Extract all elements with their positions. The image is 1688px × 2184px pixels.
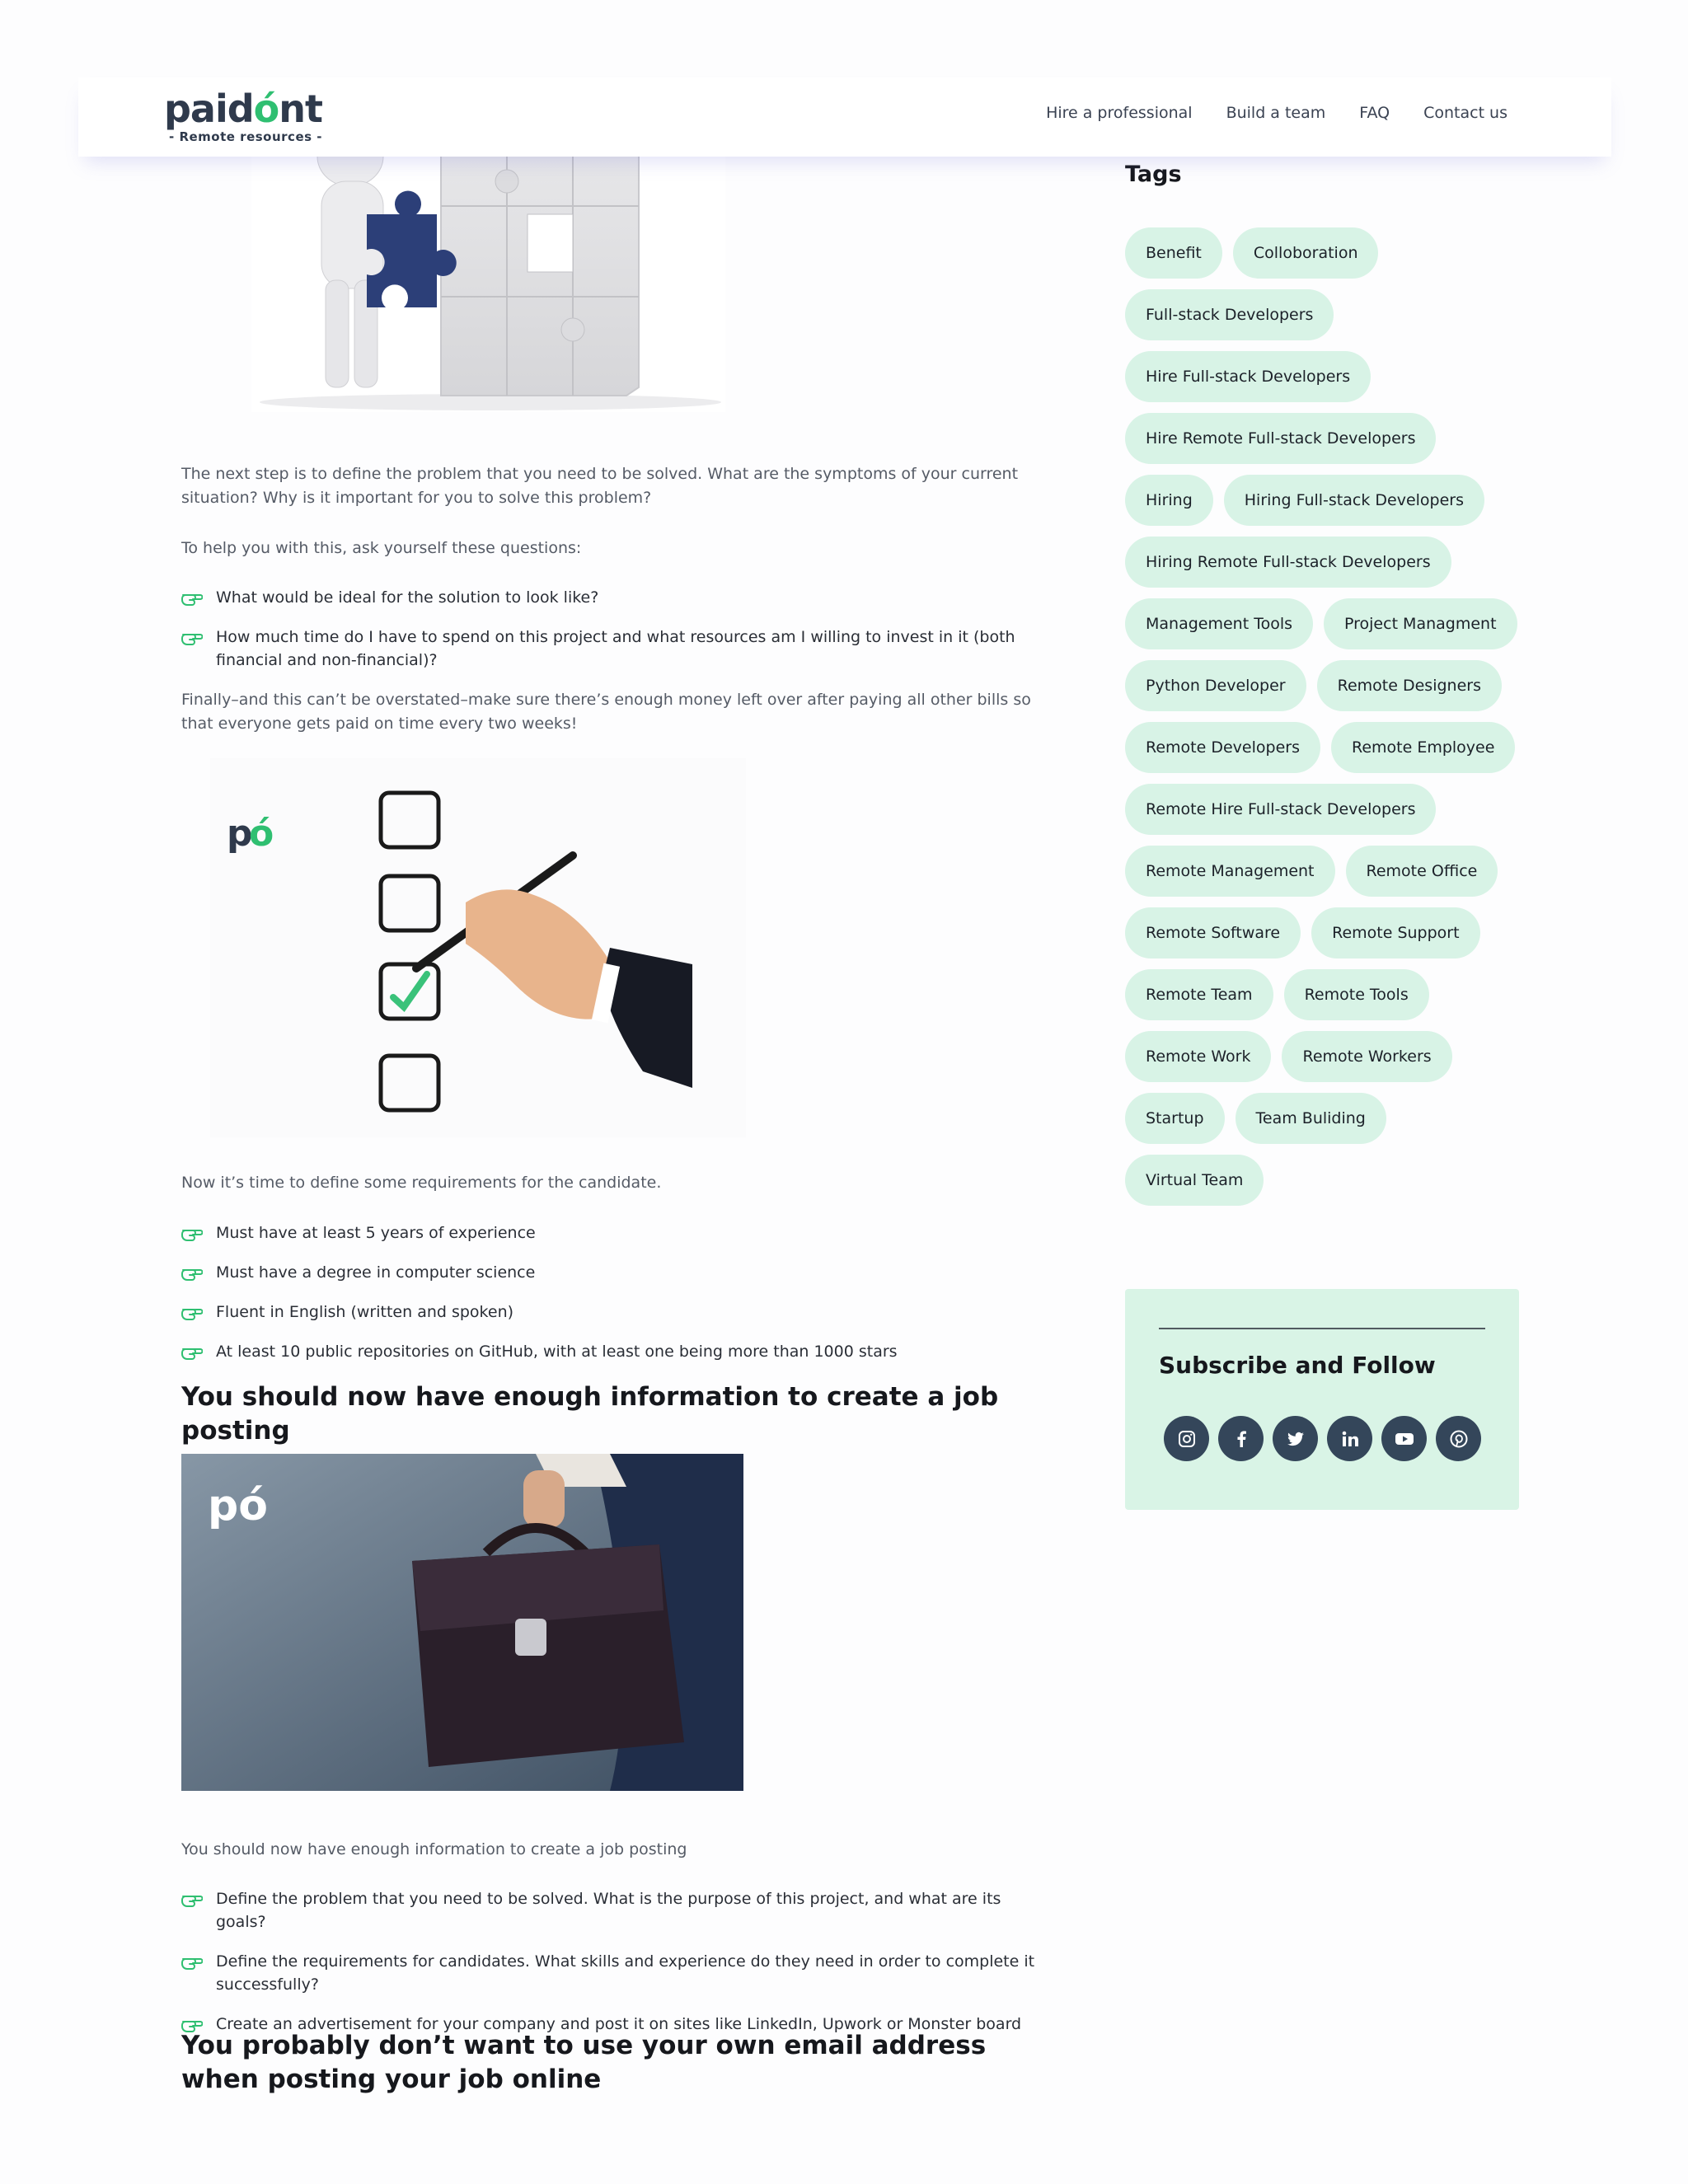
tag-link[interactable]: Remote Office [1346,846,1498,897]
svg-text:p: p [227,813,253,855]
pointing-hand-icon [181,1890,203,1908]
youtube-icon[interactable] [1381,1416,1427,1461]
tag-link[interactable]: Hire Remote Full-stack Developers [1125,413,1436,464]
tag-link[interactable]: Hire Full-stack Developers [1125,351,1371,402]
requirements-list [181,1221,1047,1380]
svg-text:ó: ó [249,813,274,855]
tag-link[interactable]: Remote Software [1125,907,1301,958]
pointing-hand-icon [181,588,203,607]
tag-link[interactable]: Management Tools [1125,598,1313,649]
tag-link[interactable]: Hiring Full-stack Developers [1224,475,1484,526]
list-item: Define the problem that you need to be solved. What is the purpose of this project, and what are its goals? [181,1887,1047,1933]
checklist-hand-image [210,758,746,1137]
list-item: Define the requirements for candidates. What skills and experience do they need in order to complete it successfully? [181,1950,1047,1996]
twitter-icon[interactable] [1273,1416,1318,1461]
list-item: How much time do I have to spend on this project and what resources am I willing to invest in it (both financial and non-financial)? [181,626,1047,672]
briefcase-image [181,1454,743,1791]
tag-link[interactable]: Remote Management [1125,846,1335,897]
paragraph-questions-intro: To help you with this, ask yourself these questions: [181,539,582,557]
pointing-hand-icon [181,1952,203,1971]
svg-text:pó: pó [208,1481,268,1530]
tag-link[interactable]: Colloboration [1233,227,1379,279]
nav-contact-us[interactable]: Contact us [1423,104,1507,122]
list-item: Must have at least 5 years of experience [181,1221,1047,1244]
tags-heading: Tags [1125,162,1182,187]
questions-list [181,586,1047,688]
instagram-icon[interactable] [1164,1416,1209,1461]
divider [1159,1328,1485,1329]
tag-link[interactable]: Project Managment [1324,598,1517,649]
tag-link[interactable]: Remote Developers [1125,722,1320,773]
nav-build-team[interactable]: Build a team [1226,104,1326,122]
subscribe-follow-box [1125,1289,1519,1510]
tag-link[interactable]: Benefit [1125,227,1222,279]
tag-link[interactable]: Remote Team [1125,969,1273,1020]
main-nav [1046,104,1507,122]
tag-link[interactable]: Remote Hire Full-stack Developers [1125,784,1436,835]
site-logo[interactable] [164,86,321,145]
logo-wordmark: paidónt [164,87,323,131]
paragraph-money-note: Finally–and this can’t be overstated–make sure there’s enough money left over after paying all other bills so that everyone gets paid on time every two weeks! [181,691,1031,733]
facebook-icon[interactable] [1218,1416,1264,1461]
site-header [78,77,1611,157]
tag-link[interactable]: Remote Support [1311,907,1479,958]
tag-link[interactable]: Virtual Team [1125,1155,1264,1206]
tag-link[interactable]: Full-stack Developers [1125,289,1334,340]
pointing-hand-icon [181,1224,203,1242]
tag-link[interactable]: Python Developer [1125,660,1306,711]
logo-tagline: - Remote resources - [169,129,322,144]
subscribe-title: Subscribe and Follow [1159,1352,1436,1379]
pointing-hand-icon [181,1263,203,1282]
heading-job-posting: You should now have enough information to create a job posting [181,1382,999,1446]
puzzle-figure-image [251,132,725,412]
nav-faq[interactable]: FAQ [1359,104,1390,122]
paragraph-define-problem: The next step is to define the problem that you need to be solved. What are the symptoms of your current situation? Why is it important for you to solve this problem? [181,465,1019,507]
paragraph-job-posting: You should now have enough information to create a job posting [181,1840,687,1858]
list-item: Fluent in English (written and spoken) [181,1301,1047,1324]
list-item: Create an advertisement for your company and post it on sites like LinkedIn, Upwork or Monster board [181,2013,1047,2036]
tag-link[interactable]: Remote Tools [1284,969,1429,1020]
paragraph-requirements-intro: Now it’s time to define some requirements for the candidate. [181,1174,662,1192]
pointing-hand-icon [181,1343,203,1361]
tag-link[interactable]: Hiring [1125,475,1213,526]
list-item: At least 10 public repositories on GitHub, with at least one being more than 1000 stars [181,1340,1047,1363]
tag-cloud [1125,227,1537,1216]
pointing-hand-icon [181,628,203,646]
social-links [1164,1416,1481,1461]
tag-link[interactable]: Team Buliding [1236,1093,1386,1144]
job-posting-steps-list [181,1887,1047,2052]
tag-link[interactable]: Remote Employee [1331,722,1515,773]
tag-link[interactable]: Hiring Remote Full-stack Developers [1125,537,1451,588]
pinterest-icon[interactable] [1436,1416,1481,1461]
linkedin-icon[interactable] [1327,1416,1372,1461]
list-item: Must have a degree in computer science [181,1261,1047,1284]
tag-link[interactable]: Remote Workers [1282,1031,1451,1082]
pointing-hand-icon [181,1303,203,1321]
tag-link[interactable]: Remote Designers [1317,660,1502,711]
nav-hire-professional[interactable]: Hire a professional [1046,104,1193,122]
tag-link[interactable]: Startup [1125,1093,1225,1144]
heading-email-address: You probably don’t want to use your own email address when posting your job online [181,2031,987,2094]
list-item: What would be ideal for the solution to look like? [181,586,1047,609]
tag-link[interactable]: Remote Work [1125,1031,1271,1082]
